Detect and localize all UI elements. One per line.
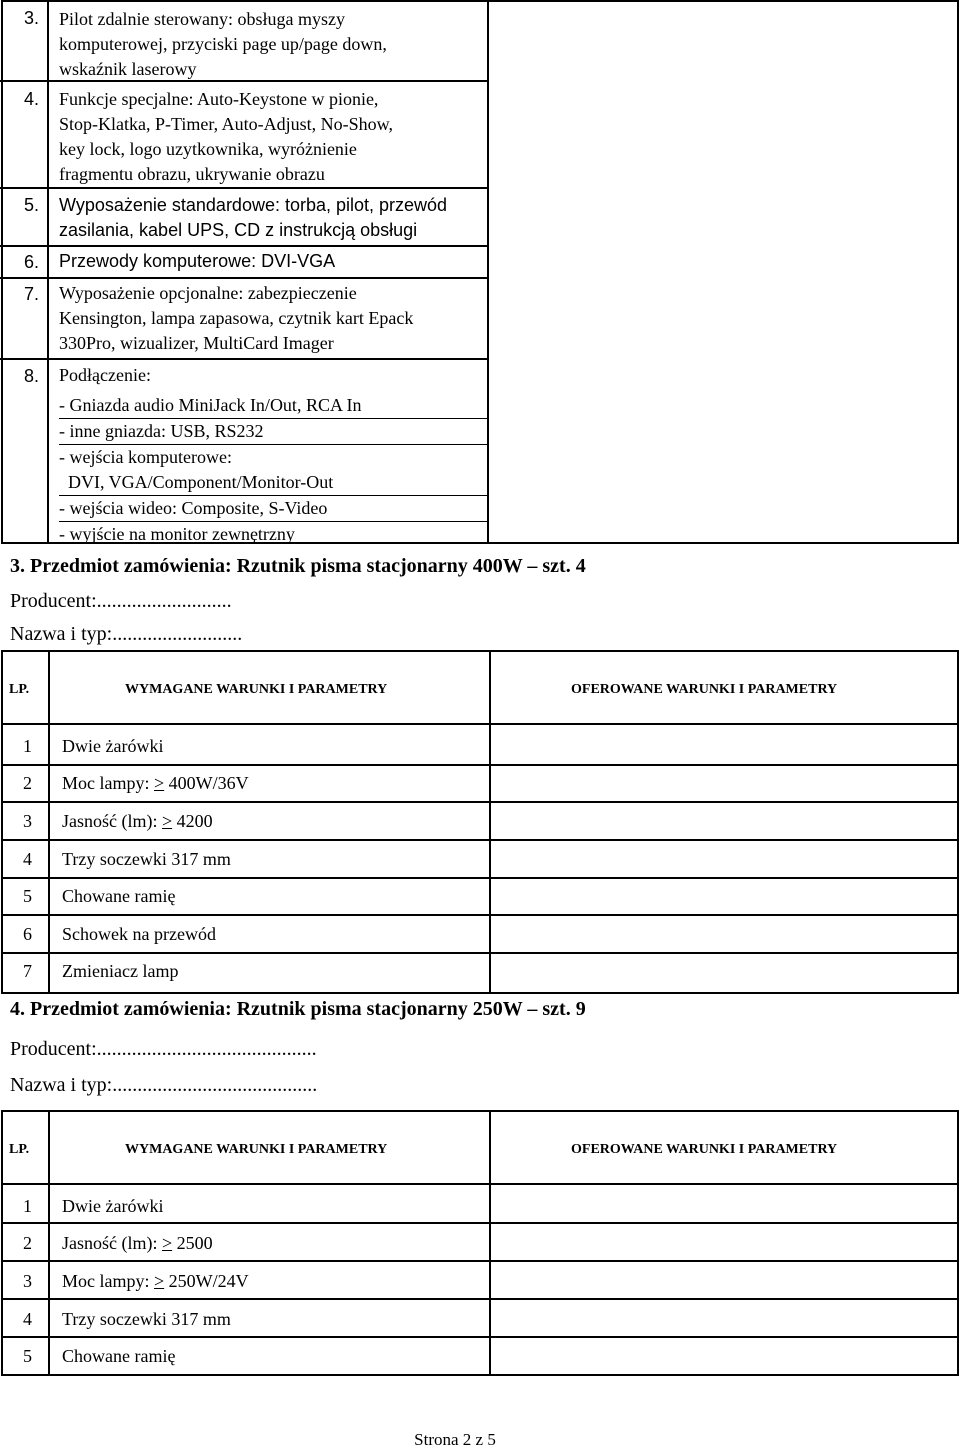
connection-item: - wejścia komputerowe: (59, 447, 232, 467)
row-text: Moc lampy: > 400W/36V (62, 773, 249, 793)
page-number: Strona 2 z 5 (414, 1430, 496, 1449)
connection-item: - inne gniazda: USB, RS232 (59, 419, 487, 445)
row-text: Trzy soczewki 317 mm (62, 849, 231, 869)
producer-field: Producent:............................................ (10, 1038, 317, 1060)
row-number: 3 (23, 811, 32, 831)
connection-item: - wejścia wideo: Composite, S-Video (59, 496, 487, 522)
row-text: Zmieniacz lamp (62, 961, 179, 981)
connections-list (59, 393, 487, 547)
row-text: Jasność (lm): > 4200 (62, 811, 213, 831)
row-text: Podłączenie: (59, 365, 151, 385)
header-lp: LP. (9, 682, 30, 697)
row-text: Funkcje specjalne: Auto-Keystone w pionie, Stop-Klatka, P-Timer, Auto-Adjust, No-Show, key lock, logo uzytkownika, wyróżnienie fragmentu obrazu, ukrywanie obrazu (59, 89, 393, 184)
header-lp: LP. (9, 1142, 30, 1157)
section-title: 4. Przedmiot zamówienia: Rzutnik pisma stacjonarny 250W – szt. 9 (10, 998, 586, 1020)
section-title: 3. Przedmiot zamówienia: Rzutnik pisma stacjonarny 400W – szt. 4 (10, 555, 586, 577)
row-number: 4. (24, 89, 40, 109)
header-offered: OFEROWANE WARUNKI I PARAMETRY (571, 682, 838, 697)
header-offered: OFEROWANE WARUNKI I PARAMETRY (571, 1142, 838, 1157)
row-number: 5 (23, 886, 32, 906)
row-number: 3 (23, 1271, 32, 1291)
row-text: Dwie żarówki (62, 1196, 164, 1216)
row-number: 2 (23, 1233, 32, 1253)
row-number: 3. (24, 8, 40, 28)
row-number: 7. (24, 284, 40, 304)
row-text: Dwie żarówki (62, 736, 164, 756)
connection-item: DVI, VGA/Component/Monitor-Out (59, 470, 487, 496)
row-text: Wyposażenie standardowe: torba, pilot, przewód zasilania, kabel UPS, CD z instrukcją obsługi (59, 195, 448, 240)
row-text: Pilot zdalnie sterowany: obsługa myszy komputerowej, przyciski page up/page down, wskaźnik laserowy (59, 9, 387, 79)
row-number: 6 (23, 924, 32, 944)
row-text: Chowane ramię (62, 886, 176, 906)
row-number: 4 (23, 849, 32, 869)
row-number: 4 (23, 1309, 32, 1329)
row-number: 6. (24, 252, 40, 272)
row-number: 5. (24, 195, 40, 215)
row-text: Trzy soczewki 317 mm (62, 1309, 231, 1329)
row-text: Chowane ramię (62, 1346, 176, 1366)
name-type-field: Nazwa i typ:.......................... (10, 623, 243, 645)
row-number: 7 (23, 961, 32, 981)
connection-item: - Gniazda audio MiniJack In/Out, RCA In (59, 393, 487, 419)
row-text: Schowek na przewód (62, 924, 216, 944)
continuation-table-offer-column (489, 0, 959, 544)
connection-item: - wyjście na monitor zewnętrzny (59, 524, 295, 544)
parameters-table-400w (1, 650, 959, 994)
producer-field: Producent:........................... (10, 590, 232, 612)
row-text: Przewody komputerowe: DVI-VGA (59, 251, 336, 271)
row-number: 1 (23, 736, 32, 756)
parameters-table-250w (1, 1110, 959, 1376)
row-number: 1 (23, 1196, 32, 1216)
row-number: 8. (24, 366, 40, 386)
row-text: Jasność (lm): > 2500 (62, 1233, 213, 1253)
row-number: 2 (23, 773, 32, 793)
row-number: 5 (23, 1346, 32, 1366)
name-type-field: Nazwa i typ:......................................... (10, 1074, 318, 1096)
row-text: Wyposażenie opcjonalne: zabezpieczenie Kensington, lampa zapasowa, czytnik kart Epack 330Pro, wizualizer, MultiCard Imager (59, 283, 414, 353)
header-required: WYMAGANE WARUNKI I PARAMETRY (125, 1142, 388, 1157)
header-required: WYMAGANE WARUNKI I PARAMETRY (125, 682, 388, 697)
row-text: Moc lampy: > 250W/24V (62, 1271, 249, 1291)
